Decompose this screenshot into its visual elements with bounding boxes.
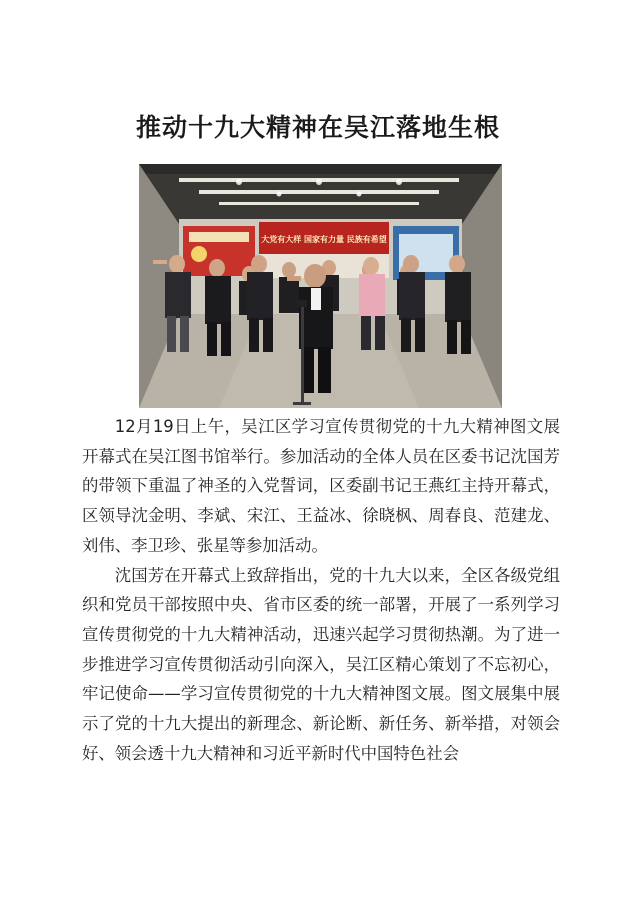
- article-body: [82, 412, 560, 768]
- exhibit-banner-text: 大党有大样 国家有力量 民族有希望: [261, 235, 387, 244]
- oath-ceremony-photo: [139, 164, 502, 408]
- article-title: 推动十九大精神在吴江落地生根: [135, 113, 500, 142]
- news-photo: [139, 164, 502, 408]
- article-paragraph: 沈国芳在开幕式上致辞指出，党的十九大以来，全区各级党组织和党员干部按照中央、省市区委的统一部署，开展了一系列学习宣传贯彻党的十九大精神活动，迅速兴起学习贯彻热潮。为了进一步推进学习宣传贯彻活动引向深入，吴江区精心策划了不忘初心，牢记使命——学习宣传贯彻党的十九大精神图文展。图文展集中展示了党的十九大提出的新理念、新论断、新任务、新举措，对领会好、领会透十九大精神和习近平新时代中国特色社会: [82, 565, 560, 763]
- article-paragraph: 12月19日上午，吴江区学习宣传贯彻党的十九大精神图文展开幕式在吴江图书馆举行。参加活动的全体人员在区委书记沈国芳的带领下重温了神圣的入党誓词，区委副书记王燕红主持开幕式，区领导沈金明、李斌、宋江、王益冰、徐晓枫、周春良、范建龙、刘伟、李卫珍、张星等参加活动。: [82, 417, 560, 555]
